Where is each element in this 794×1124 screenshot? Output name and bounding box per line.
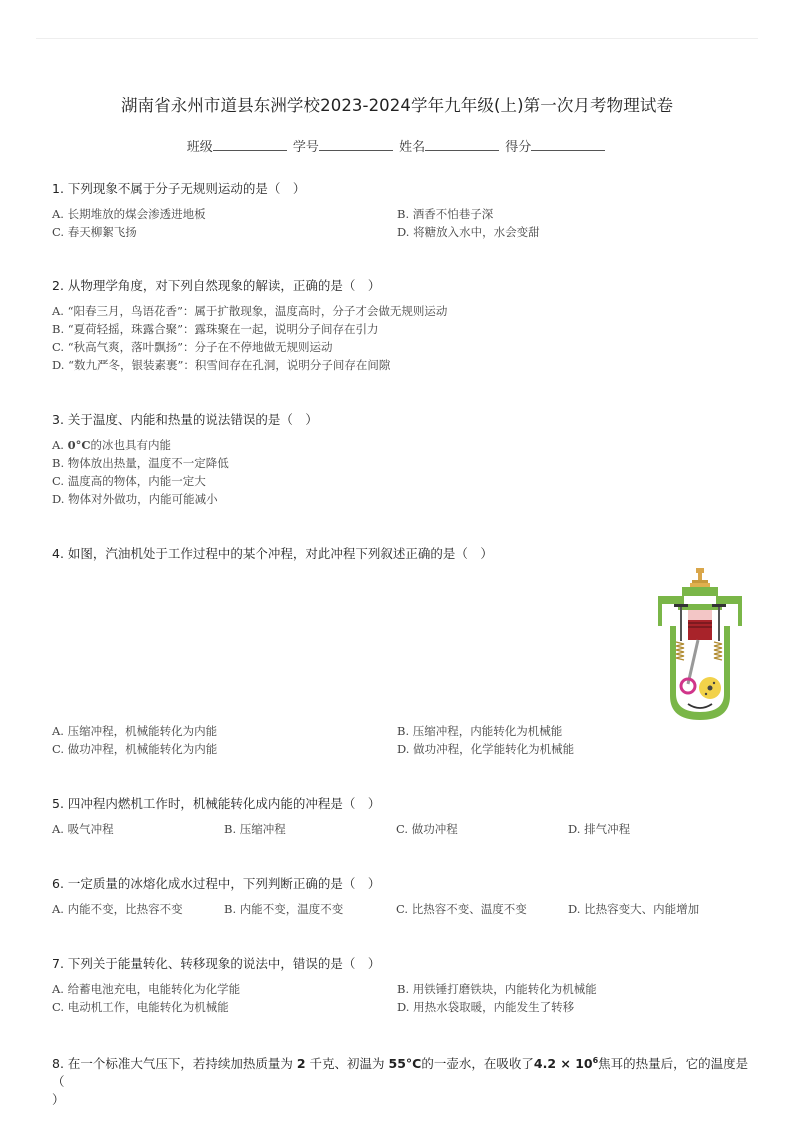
head-top [682,587,718,596]
question-stem: 3. 关于温度、内能和热量的说法错误的是（ ） [52,412,318,427]
field-student-number: 学号 [293,136,395,155]
exhaust-valve-head [712,604,726,607]
question-stem: 2. 从物理学角度，对下列自然现象的解读，正确的是（ ） [52,278,381,293]
option-c[interactable]: C. 春天柳絮飞扬 [52,225,137,239]
top-divider [36,38,758,39]
option-list [52,820,752,838]
option-b[interactable]: B. 酒香不怕巷子深 [397,207,494,221]
option-list [52,980,752,1016]
question-7 [52,955,752,1016]
question-stem: 1. 下列现象不属于分子无规则运动的是（ ） [52,181,306,196]
option-b[interactable]: B. 用铁锤打磨铁块，内能转化为机械能 [397,982,597,996]
option-d[interactable]: D. 比热容变大、内能增加 [568,902,700,916]
option-a[interactable]: A. 0°C的冰也具有内能 [52,438,172,452]
exam-title: 湖南省永州市道县东洲学校2023-2024学年九年级(上)第一次月考物理试卷 [120,96,674,115]
option-list [52,900,752,918]
mass-value: 2 [296,1056,306,1072]
option-c[interactable]: C. 温度高的物体，内能一定大 [52,474,206,488]
option-list [52,302,752,374]
question-stem: 7. 下列关于能量转化、转移现象的说法中，错误的是（ ） [52,956,381,971]
question-6 [52,875,752,918]
option-b[interactable]: B. 内能不变，温度不变 [224,902,344,916]
option-c[interactable]: C. 做功冲程 [396,822,458,836]
question-3 [52,411,752,508]
option-c[interactable]: C. 比热容不变、温度不变 [396,902,527,916]
heat-value: $4.2 \times 10^6$ [533,1056,599,1072]
option-c[interactable]: C. 做功冲程，机械能转化为内能 [52,742,218,756]
question-stem: 8. 在一个标准大气压下，若持续加热质量为 2 千克、初温为 55°C的一壶水，在吸收了$4.2 \times 10^6$焦耳的热量后，它的温度是（ ） [52,1056,749,1108]
option-a[interactable]: A. “阳春三月，鸟语花香”：属于扩散现象，温度高时，分子才会做无规则运动 [52,304,448,318]
option-list [52,436,752,508]
option-a[interactable]: A. 内能不变，比热容不变 [52,902,183,916]
option-b[interactable]: B. 压缩冲程 [224,822,286,836]
option-b[interactable]: B. 物体放出热量，温度不一定降低 [52,456,229,470]
option-list [52,722,752,758]
initial-temperature: 55°C [388,1056,422,1072]
question-stem: 5. 四冲程内燃机工作时，机械能转化成内能的冲程是（ ） [52,796,381,811]
exhaust-valve-stem [718,607,720,641]
name-blank[interactable] [425,140,499,151]
question-4-options [52,722,752,758]
field-score: 得分 [505,136,607,155]
spark-plug-nut [692,580,708,583]
student-info-line [0,136,794,155]
option-d[interactable]: D. 排气冲程 [568,822,631,836]
option-list [52,205,752,241]
combustion-chamber [688,610,712,620]
field-name: 姓名 [399,136,501,155]
student-number-blank[interactable] [319,140,393,151]
score-blank[interactable] [531,140,605,151]
option-a[interactable]: A. 压缩冲程，机械能转化为内能 [52,724,218,738]
option-d[interactable]: D. 将糖放入水中，水会变甜 [397,225,540,239]
class-blank[interactable] [213,140,287,151]
question-stem: 4. 如图，汽油机处于工作过程中的某个冲程，对此冲程下列叙述正确的是（ ） [52,546,493,561]
option-a[interactable]: A. 长期堆放的煤会渗透进地板 [52,207,206,221]
option-a[interactable]: A. 吸气冲程 [52,822,114,836]
spark-plug-base [690,583,710,587]
option-d[interactable]: D. 用热水袋取暖，内能发生了转移 [397,1000,575,1014]
intake-valve-head [674,604,688,607]
question-stem: 6. 一定质量的冰熔化成水过程中，下列判断正确的是（ ） [52,876,381,891]
spark-plug-tip [696,568,704,573]
intake-valve-stem [680,607,682,641]
option-d[interactable]: D. “数九严冬，银装素裹”：积雪间存在孔洞，说明分子间存在间隙 [52,358,391,372]
question-5 [52,795,752,838]
option-c[interactable]: C. 电动机工作，电能转化为机械能 [52,1000,229,1014]
option-d[interactable]: D. 物体对外做功，内能可能减小 [52,492,218,506]
option-b[interactable]: B. 压缩冲程，内能转化为机械能 [397,724,563,738]
question-2 [52,277,752,374]
question-1 [52,180,752,241]
gasoline-engine-diagram [654,566,746,724]
rotation-arrow-icon [688,704,712,708]
temperature-value: 0°C [67,438,91,452]
question-4 [52,545,752,563]
option-c[interactable]: C. “秋高气爽，落叶飘扬”：分子在不停地做无规则运动 [52,340,333,354]
option-a[interactable]: A. 给蓄电池充电，电能转化为化学能 [52,982,241,996]
field-class: 班级 [187,136,289,155]
question-8 [52,1052,752,1109]
option-b[interactable]: B. “夏荷轻摇，珠露合聚”：露珠聚在一起，说明分子间存在引力 [52,322,379,336]
option-d[interactable]: D. 做功冲程，化学能转化为机械能 [397,742,575,756]
